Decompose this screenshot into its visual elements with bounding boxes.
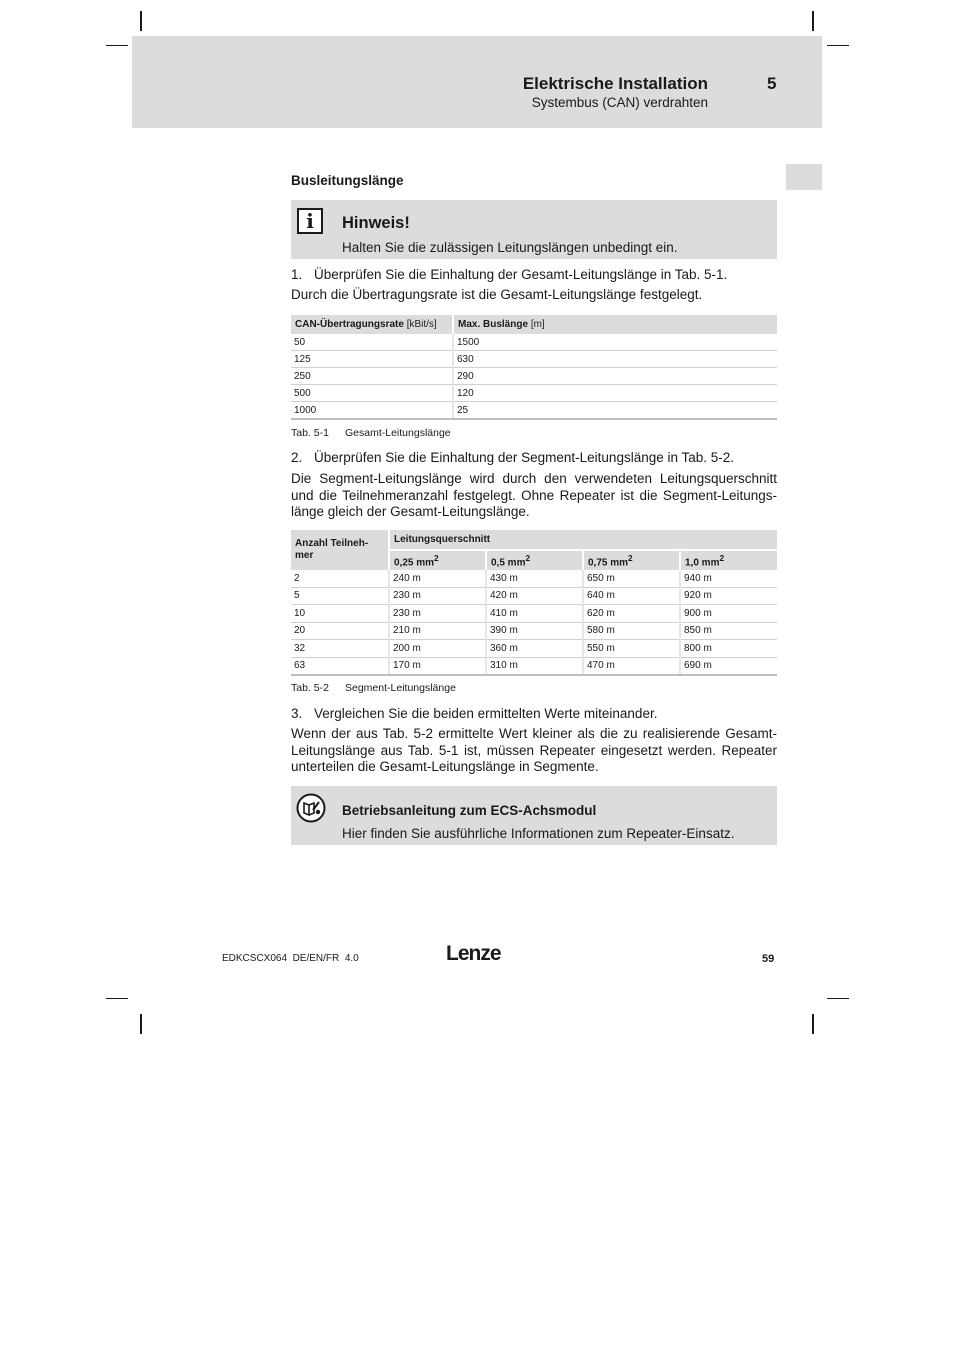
step-1 — [291, 267, 777, 284]
step-number: 3. — [291, 706, 303, 721]
table-row: 125 630 — [291, 351, 777, 368]
step-text: Überprüfen Sie die Einhaltung der Gesamt-Leitungslänge in Tab. 5-1. — [314, 267, 728, 282]
chapter-subtitle: Systembus (CAN) verdrahten — [531, 95, 708, 110]
table-2-caption: Tab. 5-2 Segment-Leitungslänge — [291, 682, 456, 694]
segment-length-table — [291, 530, 777, 676]
chapter-title: Elektrische Installation — [522, 74, 708, 93]
table-row: 63 170 m 310 m 470 m 690 m — [291, 657, 777, 675]
table-header-cross-section: Leitungsquerschnitt — [389, 530, 777, 550]
hinweis-text: Halten Sie die zulässigen Leitungslängen unbedingt ein. — [342, 240, 678, 255]
crop-mark — [140, 1014, 142, 1034]
crop-mark — [827, 998, 849, 999]
table-header-rate: CAN-Übertragungsrate [kBit/s] — [291, 315, 453, 334]
step-text: Vergleichen Sie die beiden ermittelten Werte miteinander. — [314, 706, 658, 721]
crop-mark — [812, 11, 814, 31]
table-header-participants: Anzahl Teilneh-mer — [291, 530, 389, 570]
table-row: 500 120 — [291, 385, 777, 402]
table-row: 250 290 — [291, 368, 777, 385]
table-header-length: Max. Buslänge [m] — [453, 315, 777, 334]
step-number: 1. — [291, 267, 303, 282]
lenze-logo: Lenze — [446, 942, 501, 965]
step-number: 2. — [291, 450, 303, 465]
documentation-text: Hier finden Sie ausführliche Informationen zum Repeater-Einsatz. — [342, 826, 735, 841]
crop-mark — [106, 998, 128, 999]
hinweis-title: Hinweis! — [342, 214, 410, 232]
table-header-size: 0,5 $mm^2$ — [486, 550, 583, 570]
table-row: 5 230 m 420 m 640 m 920 m — [291, 587, 777, 605]
table-row: 32 200 m 360 m 550 m 800 m — [291, 640, 777, 658]
table-1-caption: Tab. 5-1 Gesamt-Leitungslänge — [291, 427, 451, 439]
table-row: 2 240 m 430 m 650 m 940 m — [291, 570, 777, 587]
table-row: 1000 25 — [291, 402, 777, 420]
chapter-number: 5 — [767, 74, 777, 93]
crop-mark — [140, 11, 142, 31]
crop-mark — [812, 1014, 814, 1034]
info-icon: i — [297, 208, 323, 234]
header-band — [132, 36, 822, 128]
table-row: 10 230 m 410 m 620 m 900 m — [291, 605, 777, 623]
documentation-icon — [296, 793, 326, 823]
step-2-paragraph: Die Segment-Leitungslänge wird durch den verwendeten Leitungsquerschnitt und die Teilnehmeranzahl festgelegt. Ohne Repeater ist die Segment-Leitungs-länge gleich der Gesamt-Leitungslänge. — [291, 471, 777, 519]
documentation-title: Betriebsanleitung zum ECS-Achsmodul — [342, 803, 597, 818]
section-heading: Busleitungslänge — [291, 173, 404, 188]
document-id: EDKCSCX064 DE/EN/FR 4.0 — [222, 953, 359, 964]
step-3-paragraph: Wenn der aus Tab. 5-2 ermittelte Wert kleiner als die zu realisierende Gesamt-Leitungslänge aus Tab. 5-1 ist, müssen Repeater eingesetzt werden. Repeater unterteilen die Gesamt-Leitungslänge in Segmente. — [291, 726, 777, 774]
hinweis-note — [291, 200, 777, 259]
chapter-side-tab — [786, 164, 822, 190]
step-text: Überprüfen Sie die Einhaltung der Segment-Leitungslänge in Tab. 5-2. — [314, 450, 735, 465]
table-header-size: 0,75 $mm^2$ — [583, 550, 680, 570]
table-row: 50 1500 — [291, 334, 777, 351]
page-number: 59 — [762, 953, 775, 965]
crop-mark — [827, 45, 849, 46]
documentation-note — [291, 786, 777, 845]
step-3 — [291, 706, 777, 723]
table-row: 20 210 m 390 m 580 m 850 m — [291, 622, 777, 640]
crop-mark — [106, 45, 128, 46]
step-1-paragraph: Durch die Übertragungsrate ist die Gesamt-Leitungslänge festgelegt. — [291, 287, 703, 302]
table-header-size: 0,25 $mm^2$ — [389, 550, 486, 570]
table-header-size: 1,0 $mm^2$ — [680, 550, 777, 570]
step-2 — [291, 450, 777, 467]
total-length-table — [291, 315, 777, 420]
